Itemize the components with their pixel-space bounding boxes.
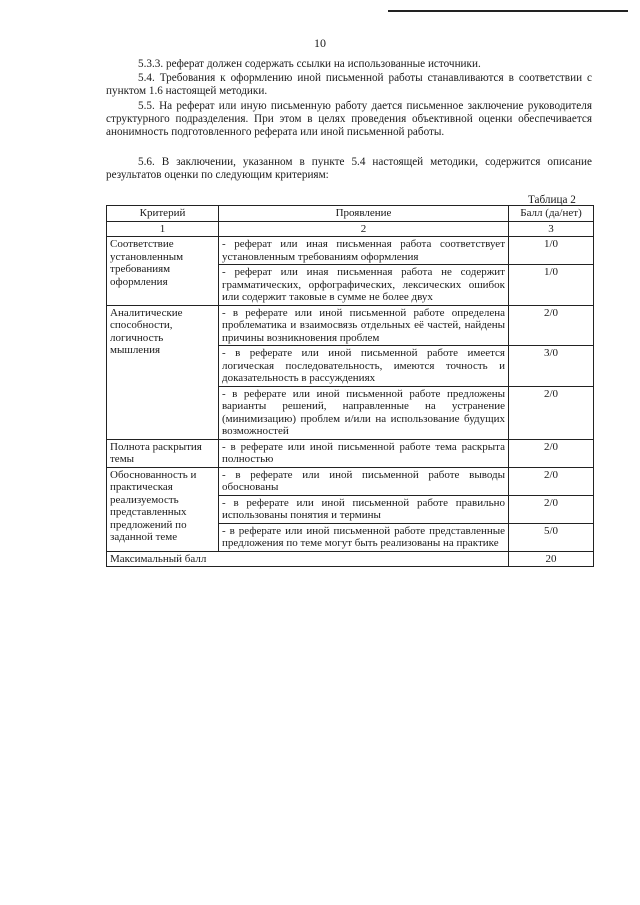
paragraph-5-4: 5.4. Требования к оформлению иной письменной работы станавливаются в соответствии с пунктом 1.6 настоящей методики. (106, 72, 592, 97)
score-cell: 3/0 (509, 346, 594, 387)
score-cell: 2/0 (509, 386, 594, 439)
criterion-cell: Аналитические способности, логичность мышления (107, 305, 219, 439)
header-score: Балл (да/нет) (509, 206, 594, 222)
criterion-cell: Обоснованность и практическая реализуемость представленных предложений по заданной теме (107, 467, 219, 551)
manifestation-cell: - в реферате или иной письменной работе определена проблематика и взаимосвязь отдельных её частей, найдены причины возникновения проблем (219, 305, 509, 346)
header-criterion: Критерий (107, 206, 219, 222)
header-manifestation: Проявление (219, 206, 509, 222)
table-row (107, 439, 594, 467)
table-caption: Таблица 2 (528, 194, 576, 206)
manifestation-cell: - реферат или иная письменная работа соответствует установленным требованиям оформления (219, 237, 509, 265)
table-row (107, 467, 594, 495)
score-cell: 1/0 (509, 237, 594, 265)
col-number: 3 (509, 221, 594, 237)
col-number: 2 (219, 221, 509, 237)
max-score-value: 20 (509, 551, 594, 567)
score-cell: 1/0 (509, 265, 594, 306)
manifestation-cell: - в реферате или иной письменной работе тема раскрыта полностью (219, 439, 509, 467)
manifestation-cell: - в реферате или иной письменной работе имеется логическая последовательность, имеются точность и доказательность в рассуждениях (219, 346, 509, 387)
table-row (107, 305, 594, 346)
criterion-cell: Полнота раскрытия темы (107, 439, 219, 467)
score-cell: 2/0 (509, 305, 594, 346)
page-number: 10 (314, 36, 326, 50)
manifestation-cell: - в реферате или иной письменной работе представленные предложения по теме могут быть реализованы на практике (219, 523, 509, 551)
paragraph-5-6: 5.6. В заключении, указанном в пункте 5.4 настоящей методики, содержится описание результатов оценки по следующим критериям: (106, 156, 592, 181)
manifestation-cell: - в реферате или иной письменной работе выводы обоснованы (219, 467, 509, 495)
top-rule (388, 10, 628, 12)
paragraph-5-3-3: 5.3.3. реферат должен содержать ссылки на использованные источники. (138, 58, 481, 70)
col-number: 1 (107, 221, 219, 237)
score-cell: 2/0 (509, 439, 594, 467)
max-score-label: Максимальный балл (107, 551, 509, 567)
table-row (107, 237, 594, 265)
criteria-table (106, 205, 594, 567)
manifestation-cell: - в реферате или иной письменной работе предложены варианты решений, направленные на устранение (минимизацию) проблем и/или на использование будущих возможностей (219, 386, 509, 439)
manifestation-cell: - реферат или иная письменная работа не содержит грамматических, орфографических, лексических ошибок или содержит таковые в сумме не более двух (219, 265, 509, 306)
table-total-row (107, 551, 594, 567)
table-header-row (107, 206, 594, 222)
manifestation-cell: - в реферате или иной письменной работе правильно использованы понятия и термины (219, 495, 509, 523)
score-cell: 2/0 (509, 495, 594, 523)
table-number-row (107, 221, 594, 237)
criterion-cell: Соответствие установленным требованиям оформления (107, 237, 219, 306)
score-cell: 5/0 (509, 523, 594, 551)
paragraph-5-5: 5.5. На реферат или иную письменную работу дается письменное заключение руководителя структурного подразделения. При этом в целях проведения объективной оценки обеспечивается анонимность подготовленного реферата или иной письменной работы. (106, 100, 592, 138)
score-cell: 2/0 (509, 467, 594, 495)
